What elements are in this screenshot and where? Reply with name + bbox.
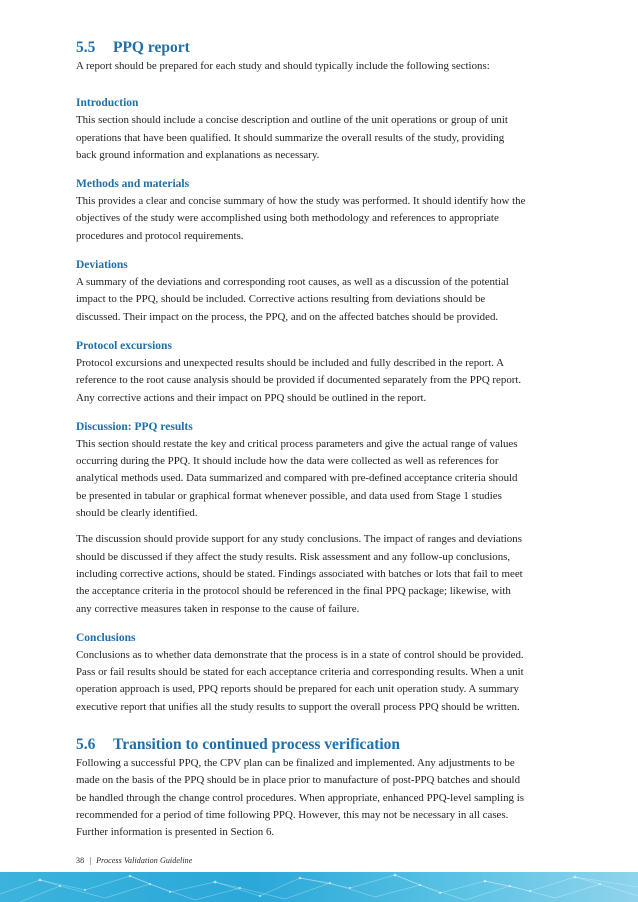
subheading-protocol-excursions: Protocol excursions [76, 339, 172, 352]
paragraph-introduction: This section should include a concise description and outline of the unit operations or group of unit operations that have been qualified. It should summarize the overall results of the study, providing back ground information and explanations as necessary. [76, 114, 508, 161]
paragraph-deviations: A summary of the deviations and corresponding root causes, as well as a discussion of the potential impact to the PPQ, should be included. Corrective actions resulting from deviations should be discussed. Their impact on the process, the PPQ, and on the affected batches should be provided. [76, 276, 509, 323]
page-content [76, 38, 526, 842]
network-pattern-graphic [0, 872, 638, 902]
footer-separator: | [89, 856, 92, 865]
page-number: 38 [76, 856, 85, 865]
section-number: 5.6 [76, 736, 96, 754]
paragraph-transition: Following a successful PPQ, the CPV plan can be finalized and implemented. Any adjustments to be made on the basis of the PPQ should be in place prior to manufacture of post-PPQ batches and should be handled through the change control procedures. When appropriate, enhanced PPQ-level sampling is recommended for a period of time following PPQ. However, this may not be necessary in all cases. Further information is presented in Section 6. [76, 757, 524, 839]
subheading-discussion: Discussion: PPQ results [76, 420, 193, 433]
document-title: Process Validation Guideline [96, 856, 193, 865]
section-title: Transition to continued process verification [113, 736, 401, 754]
section-intro: A report should be prepared for each study and should typically include the following sections: [76, 60, 490, 72]
paragraph-conclusions: Conclusions as to whether data demonstrate that the process is in a state of control should be provided. Pass or fail results should be stated for each acceptance criteria and corresponding results. When a unit operation approach is used, PPQ reports should be prepared for each unit operation study. A summary executive report that unifies all the study results to support the overall process PPQ should be written. [76, 648, 524, 713]
paragraph-protocol-excursions: Protocol excursions and unexpected results should be included and fully described in the report. A reference to the root cause analysis should be provided if documented separately from the PPQ report. Any corrective actions and their impact on PPQ should be outlined in the report. [76, 356, 522, 404]
subheading-conclusions: Conclusions [76, 631, 136, 644]
subheading-deviations: Deviations [76, 259, 128, 272]
paragraph-discussion-2: The discussion should provide support for any study conclusions. The impact of ranges and deviations should be discussed if they affect the study results. Risk assessment and any follow-up conclusions, including corrective actions, should be stated. Findings associated with batches or lots that fail to meet the acceptance criteria in the protocol should be referenced in the final PPQ package; likewise, with any corrective measures taken in response to the cause of failure. [76, 533, 523, 615]
decorative-footer-band [0, 872, 638, 902]
paragraph-methods: This provides a clear and concise summary of how the study was performed. It should identify how the objectives of the study were accomplished using both methodology and references to appropriate procedures and protocol requirements. [76, 195, 526, 242]
section-5-5-heading [76, 38, 526, 58]
section-5-6-heading [76, 735, 526, 755]
section-number: 5.5 [76, 39, 96, 56]
section-title: PPQ report [113, 39, 190, 56]
page-footer [76, 856, 192, 865]
paragraph-discussion-1: This section should restate the key and critical process parameters and give the actual range of values occurring during the PPQ. It should include how the data were collected as well as references for analytical methods used. Data summarized and compared with pre-defined acceptance criteria should be presented in tabular or graphical format whenever possible, and data used from Stage 1 studies should be clearly identified. [76, 437, 518, 520]
subheading-introduction: Introduction [76, 97, 139, 110]
subheading-methods: Methods and materials [76, 178, 190, 191]
